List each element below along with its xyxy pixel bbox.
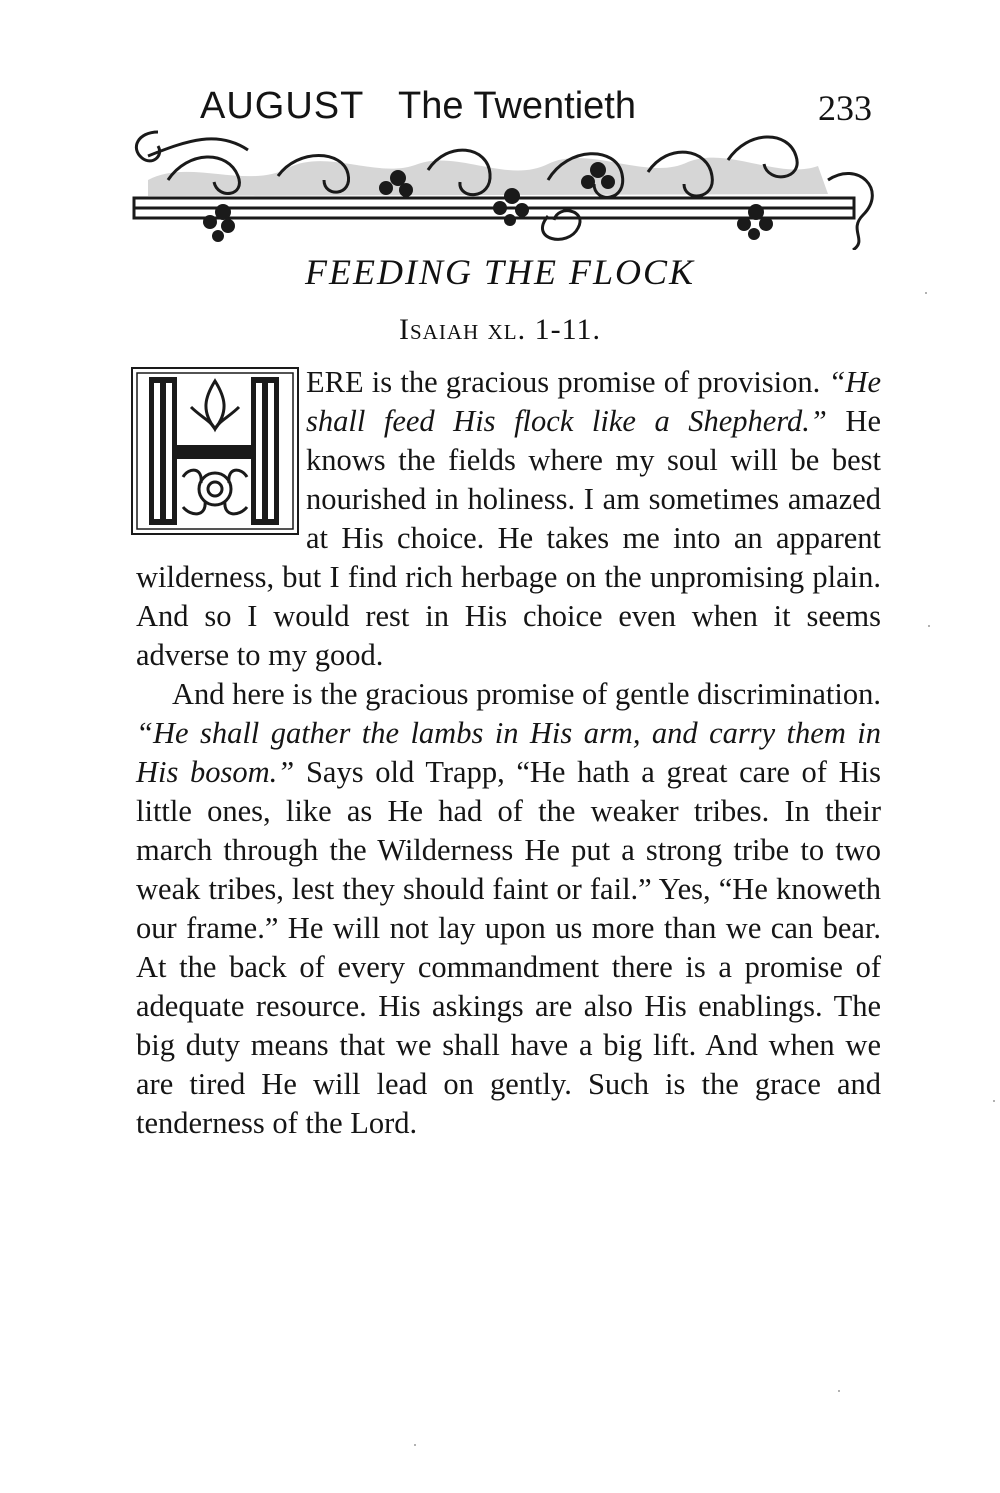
paper-speck (925, 292, 927, 294)
dropcap-spacer (136, 363, 306, 558)
paragraph-1-quote: “He shall feed His flock like a Shepherd.” (306, 365, 881, 438)
paragraph-2-quote: “He shall gather the lambs in His arm, and carry them in His bosom.” (136, 716, 881, 789)
paper-speck (838, 1390, 840, 1392)
scripture-reference: Isaiah xl. 1-11. (398, 313, 602, 346)
chapter-title: FEEDING THE FLOCK (304, 252, 695, 292)
paragraph-2-lead: And here is the gracious promise of gentle discrimination. (172, 677, 881, 711)
paragraph-1-lead: ERE is the gracious promise of provision. (306, 365, 829, 399)
body-text (136, 363, 881, 1143)
paragraph-2-rest: Says old Trapp, “He hath a great care of His little ones, like as He had of the weaker tribes. In their march through the Wilderness He put a strong tribe to two weak tribes, lest they should faint or fail.” Yes, “He knoweth our frame.” He will not lay upon us more than we can bear. At the back of every commandment there is a promise of adequate resource. His askings are also His enablings. The big duty means that we shall have a big lift. And when we are tired He will lead on gently. Such is the grace and tenderness of the Lord. (136, 755, 881, 1140)
paragraph-2 (136, 675, 881, 1143)
paper-speck (993, 1100, 995, 1102)
page-number: 233 (818, 88, 872, 128)
paper-speck (928, 625, 930, 627)
header-month: AUGUST (200, 85, 365, 127)
paragraph-1 (136, 363, 881, 675)
paper-speck (414, 1444, 416, 1446)
header-day: The Twentieth (398, 85, 637, 127)
vine-ornament-banner (128, 120, 878, 250)
paragraph-1-rest: He knows the fields where my soul will be best nourished in holiness. I am sometimes amazed at His choice. He takes me into an apparent wilderness, but I find rich herbage on the unpromising plain. And so I would rest in His choice even when it seems adverse to my good. (136, 404, 881, 672)
